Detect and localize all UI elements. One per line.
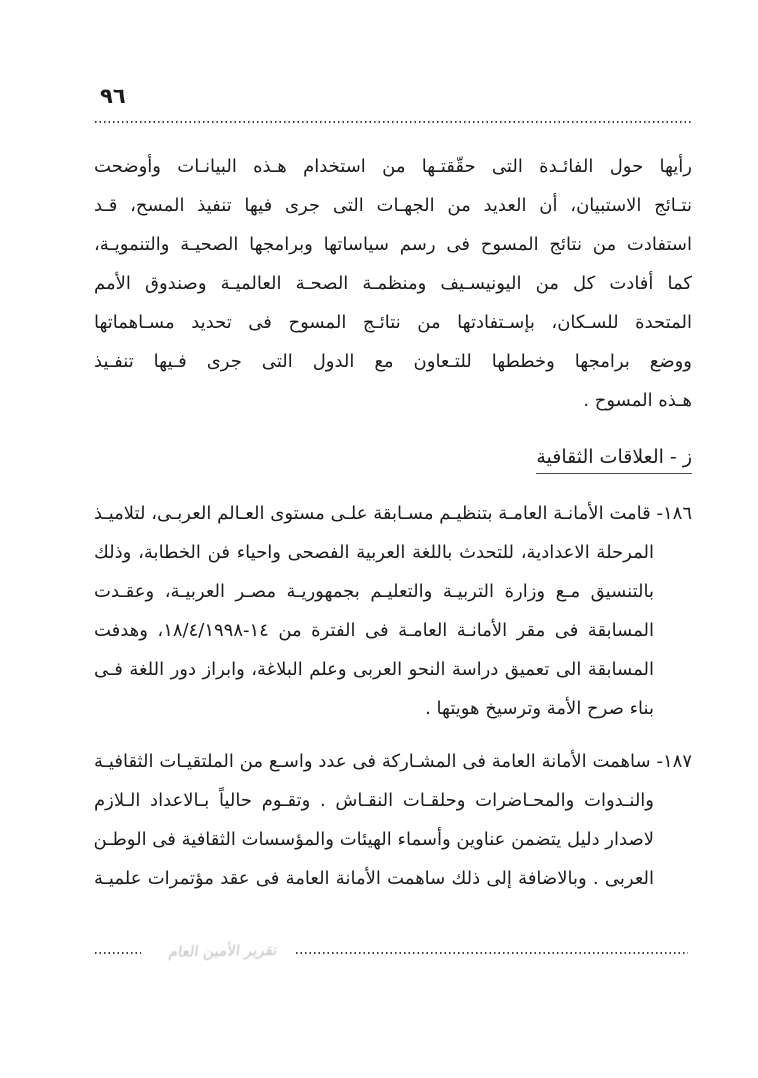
item-line: [94, 494, 692, 533]
intro-line: المتحدة للسـكان، بإسـتفادتها من نتائـج المسوح فى تحديد مسـاهماتها: [94, 312, 692, 333]
item-number: ١٨٦-: [656, 503, 692, 524]
numbered-paragraph-187: [94, 742, 692, 898]
intro-line: كما أفادت كل من اليونيسـيف ومنظمـة الصحـة العالميـة وصندوق الأمم: [94, 273, 692, 294]
page-body: [94, 147, 692, 898]
intro-line: استفادت من نتائج المسوح فى رسم سياساتها وبرامجها الصحيـة والتنمويـة،: [94, 234, 692, 255]
item-line: المسابقة فى مقر الأمانـة العامـة فى الفترة من ١٤-١٨/٤/١٩٩٨، وهدفت: [94, 620, 654, 641]
section-heading: ز - العلاقات الثقافية: [536, 446, 692, 474]
footer-dotted-rule-short: [95, 952, 141, 954]
intro-paragraph: [94, 147, 692, 420]
item-line: بناء صرح الأمة وترسيخ هويتها .: [425, 698, 654, 719]
intro-line: نتـائج الاستبيان، أن العديد من الجهـات التى جرى فيها تنفيذ المسح، قـد: [94, 195, 692, 216]
footer-ghost-text: تقرير الأمين العام: [167, 941, 279, 961]
item-line-text: ساهمت الأمانة العامة فى المشـاركة فى عدد واسـع من الملتقيـات الثقافيـة: [94, 751, 651, 772]
numbered-paragraph-186: [94, 494, 692, 728]
item-number: ١٨٧-: [656, 751, 692, 772]
item-line: بالتنسيق مـع وزارة التربيـة والتعليـم بجمهوريـة مصـر العربيـة، وعقـدت: [94, 581, 654, 602]
item-line: العربى . وبالاضافة إلى ذلك ساهمت الأمانة العامة فى عقد مؤتمرات علميـة: [94, 868, 654, 889]
intro-line: ووضع برامجها وخططها للتـعاون مع الدول التى جرى فـيها تنفـيذ: [94, 351, 692, 372]
item-line: المرحلة الاعدادية، للتحدث باللغة العربية الفصحى واحياء فن الخطابة، وذلك: [94, 542, 654, 563]
header-dotted-rule: [95, 121, 693, 123]
item-line: المسابقة الى تعميق دراسة النحو العربى وعلم البلاغة، وابراز دور اللغة فـى: [94, 659, 654, 680]
item-line: لاصدار دليل يتضمن عناوين وأسماء الهيئات والمؤسسات الثقافية فى الوطـن: [93, 829, 654, 850]
item-line: والنـدوات والمحـاضرات وحلقـات النقـاش . وتقـوم حالياً بـالاعداد الـلازم: [94, 790, 654, 811]
intro-line: رأيها حول الفائـدة التى حقّقتـها من استخدام هـذه البيانـات وأوضحت: [94, 156, 692, 177]
footer-dotted-rule-long: [296, 952, 688, 954]
item-line: [94, 742, 692, 781]
section-heading-row: [94, 446, 692, 474]
item-line-text: قامت الأمانـة العامـة بتنظيـم مسـابقة علـى مستوى العـالم العربـى، لتلاميـذ: [94, 503, 651, 524]
intro-line: هـذه المسوح .: [583, 390, 692, 411]
page-number: ٩٦: [100, 84, 126, 108]
